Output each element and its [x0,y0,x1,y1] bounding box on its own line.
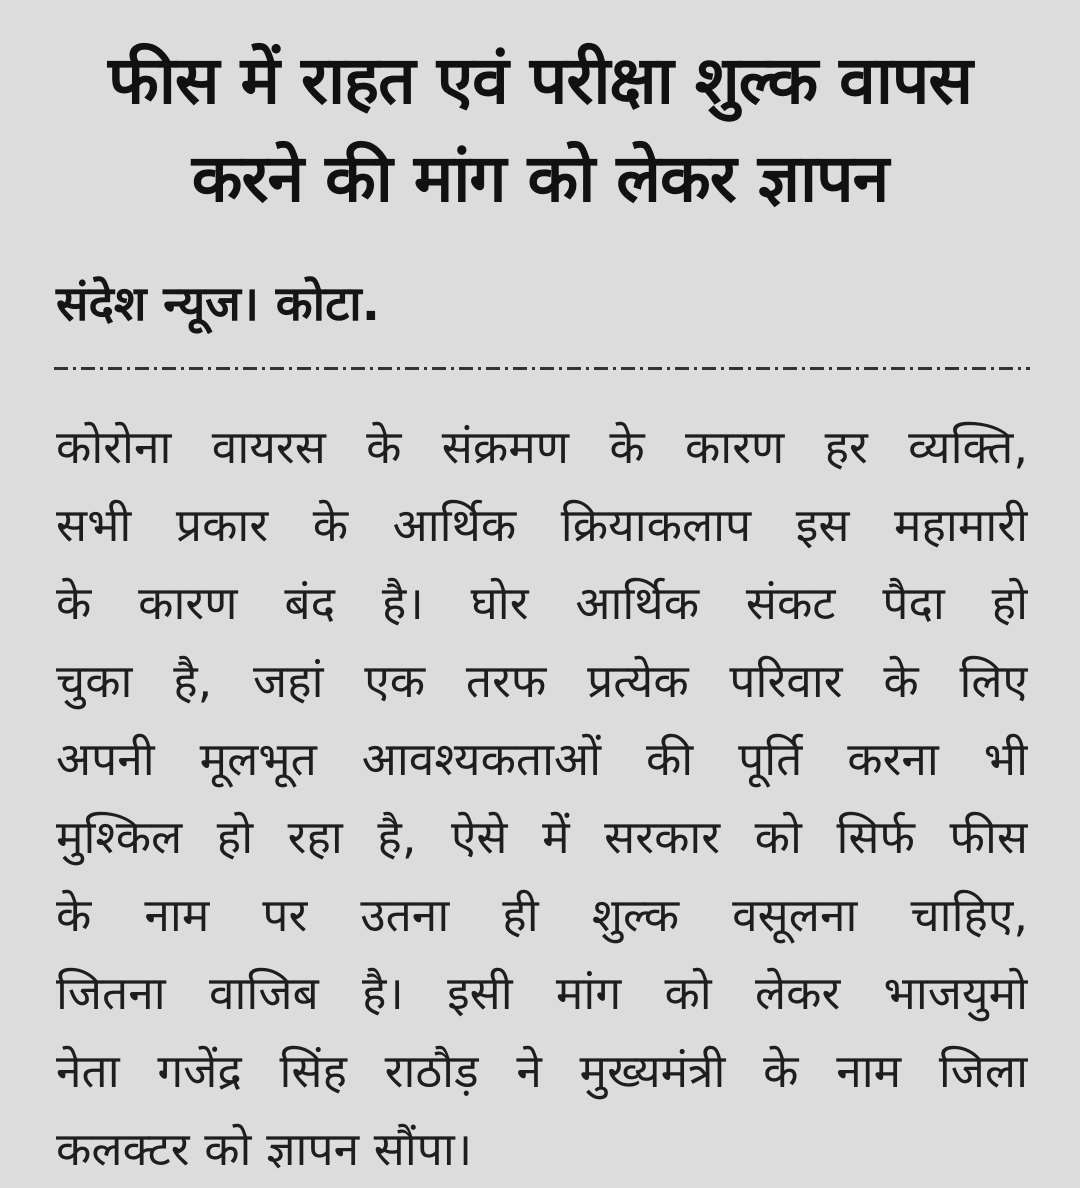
article-body [56,408,1028,1188]
body-line-6: मुश्किल हो रहा है, ऐसे में सरकार को सिर्फ फीस [56,810,1028,864]
body-line-8: जितना वाजिब है। इसी मांग को लेकर भाजयुमो [56,966,1028,1020]
body-line-10: कलक्टर को ज्ञापन सौंपा। [56,1122,473,1176]
body-line-3: के कारण बंद है। घोर आर्थिक संकट पैदा हो [56,576,1028,630]
body-line-2: सभी प्रकार के आर्थिक क्रियाकलाप इस महामारी [56,498,1028,552]
dashed-divider [54,367,1030,370]
body-line-7: के नाम पर उतना ही शुल्क वसूलना चाहिए, [56,888,1028,942]
body-line-1: कोरोना वायरस के संक्रमण के कारण हर व्यक्ति, [56,420,1028,474]
headline-line-2: करने की मांग को लेकर ज्ञापन [191,140,889,217]
headline-line-1: फीस में राहत एवं परीक्षा शुल्क वापस [107,42,973,119]
dateline: संदेश न्यूज। कोटा. [56,276,380,332]
body-line-4: चुका है, जहां एक तरफ प्रत्येक परिवार के लिए [56,654,1028,708]
body-line-9: नेता गजेंद्र सिंह राठौड़ ने मुख्यमंत्री के नाम जिला [56,1044,1028,1098]
body-line-5: अपनी मूलभूत आवश्यकताओं की पूर्ति करना भी [56,732,1028,786]
